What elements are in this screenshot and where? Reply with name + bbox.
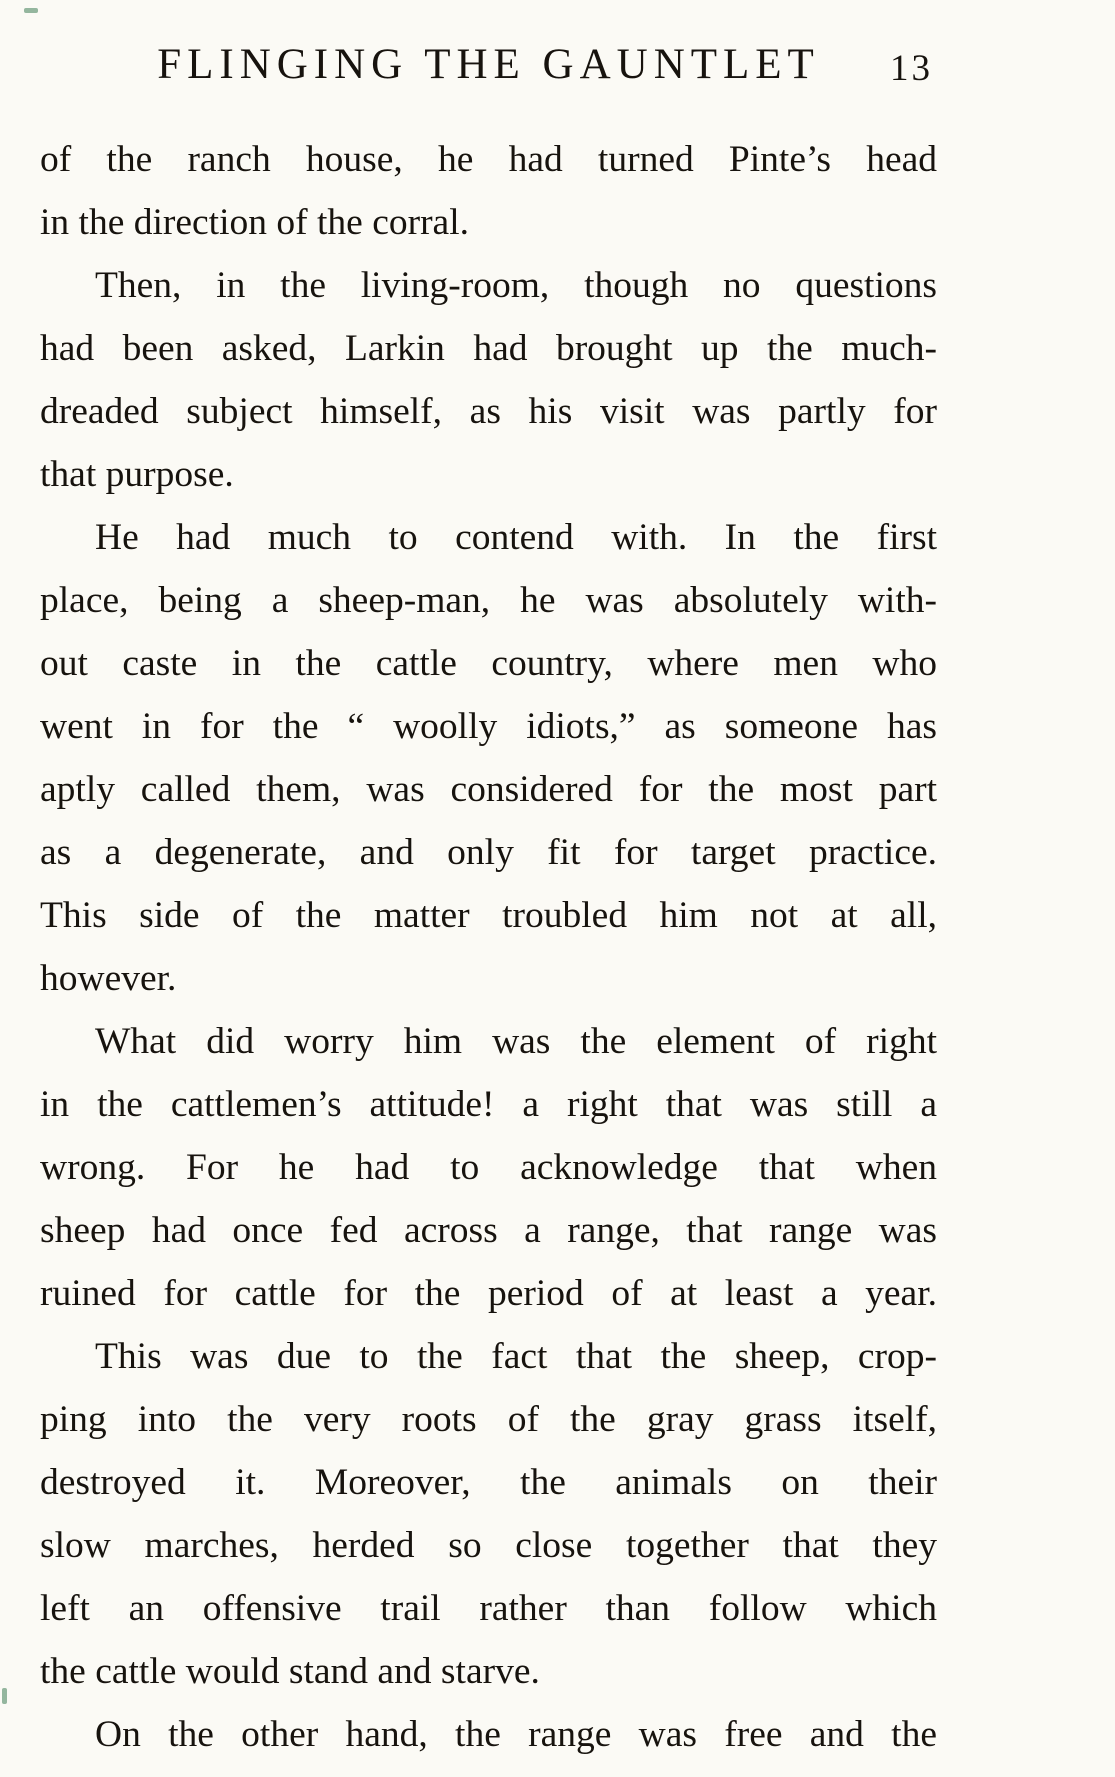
body-text xyxy=(40,128,937,1766)
text-line: On the other hand, the range was free and the xyxy=(95,1714,937,1755)
text-line: place, being a sheep-man, he was absolutely with- xyxy=(40,580,937,621)
text-line: left an offensive trail rather than follow which xyxy=(40,1588,937,1629)
text-line: This side of the matter troubled him not at all, xyxy=(40,895,937,936)
paragraph xyxy=(40,1703,937,1766)
chapter-running-title: FLINGING THE GAUNTLET xyxy=(157,41,820,88)
text-line: aptly called them, was considered for the most part xyxy=(40,769,937,810)
text-line: sheep had once fed across a range, that range was xyxy=(40,1210,937,1251)
paragraph xyxy=(40,506,937,1010)
text-line: out caste in the cattle country, where men who xyxy=(40,643,937,684)
text-line: had been asked, Larkin had brought up the much- xyxy=(40,328,937,369)
text-line: went in for the “ woolly idiots,” as someone has xyxy=(40,706,937,747)
text-line: dreaded subject himself, as his visit was partly for xyxy=(40,391,937,432)
text-line: Then, in the living-room, though no questions xyxy=(95,265,937,306)
text-line: This was due to the fact that the sheep, crop- xyxy=(95,1336,937,1377)
text-line: of the ranch house, he had turned Pinte’s head xyxy=(40,139,937,180)
text-line: destroyed it. Moreover, the animals on their xyxy=(40,1462,937,1503)
text-line: in the cattlemen’s attitude! a right that was still a xyxy=(40,1084,937,1125)
text-line: that purpose. xyxy=(40,454,234,495)
text-line: in the direction of the corral. xyxy=(40,202,469,243)
scan-artifact xyxy=(2,1688,7,1704)
text-line: slow marches, herded so close together that they xyxy=(40,1525,937,1566)
text-line: He had much to contend with. In the first xyxy=(95,517,937,558)
text-line: the cattle would stand and starve. xyxy=(40,1651,540,1692)
text-line: ping into the very roots of the gray grass itself, xyxy=(40,1399,937,1440)
paragraph xyxy=(40,254,937,506)
text-line: as a degenerate, and only fit for target practice. xyxy=(40,832,937,873)
text-line: wrong. For he had to acknowledge that when xyxy=(40,1147,937,1188)
paragraph xyxy=(40,1325,937,1703)
paragraph xyxy=(40,1010,937,1325)
text-line: ruined for cattle for the period of at least a year. xyxy=(40,1273,937,1314)
text-line: however. xyxy=(40,958,177,999)
text-line: What did worry him was the element of right xyxy=(95,1021,937,1062)
page-header xyxy=(40,40,937,102)
paragraph xyxy=(40,128,937,254)
page-number: 13 xyxy=(890,48,933,89)
scan-artifact xyxy=(24,8,38,13)
